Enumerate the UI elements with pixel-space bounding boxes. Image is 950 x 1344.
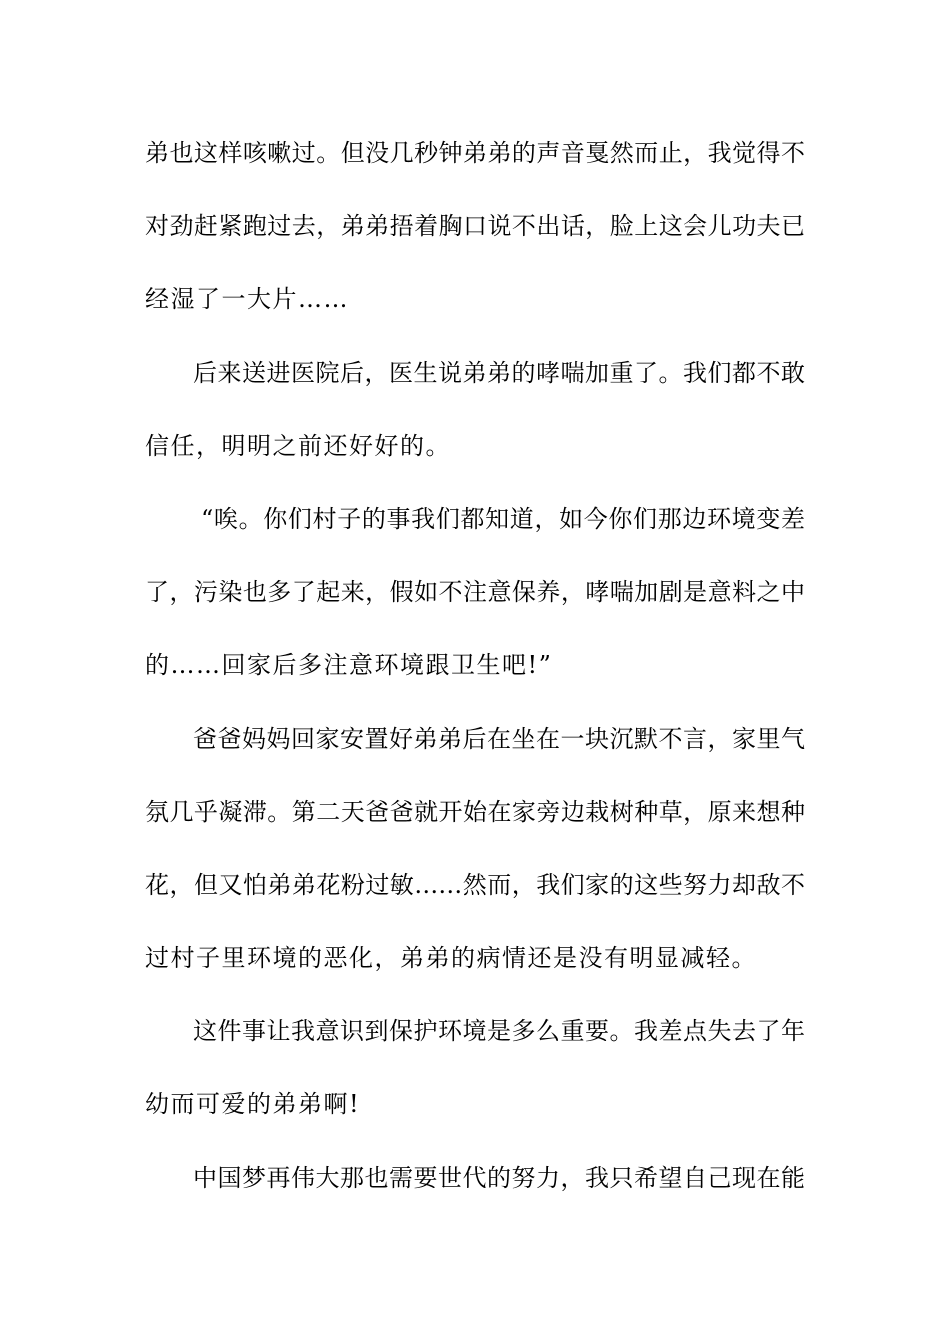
text-line: 信任，明明之前还好好的。: [145, 431, 451, 460]
text-line: 的……回家后多注意环境跟卫生吧!”: [145, 651, 553, 680]
text-line: 对劲赶紧跑过去，弟弟捂着胸口说不出话，脸上这会儿功夫已: [145, 212, 805, 241]
text-line: 了，污染也多了起来，假如不注意保养，哮喘加剧是意料之中: [145, 578, 805, 607]
document-body: [145, 124, 805, 1222]
text-line: 中国梦再伟大那也需要世代的努力，我只希望自己现在能: [193, 1163, 805, 1192]
text-line: 后来送进医院后，医生说弟弟的哮喘加重了。我们都不敢: [193, 358, 805, 387]
text-line: 经湿了一大片……: [145, 285, 349, 314]
text-line: 这件事让我意识到保护环境是多么重要。我差点失去了年: [193, 1017, 805, 1046]
text-line: “唉。你们村子的事我们都知道，如今你们那边环境变差: [201, 504, 805, 533]
text-line: 花，但又怕弟弟花粉过敏……然而，我们家的这些努力却敌不: [145, 870, 805, 899]
text-line: 过村子里环境的恶化，弟弟的病情还是没有明显减轻。: [145, 944, 757, 973]
text-line: 爸爸妈妈回家安置好弟弟后在坐在一块沉默不言，家里气: [193, 724, 805, 753]
text-line: 氛几乎凝滞。第二天爸爸就开始在家旁边栽树种草，原来想种: [145, 797, 805, 826]
text-line: 幼而可爱的弟弟啊!: [145, 1090, 361, 1119]
text-line: 弟也这样咳嗽过。但没几秒钟弟弟的声音戛然而止，我觉得不: [145, 139, 805, 167]
